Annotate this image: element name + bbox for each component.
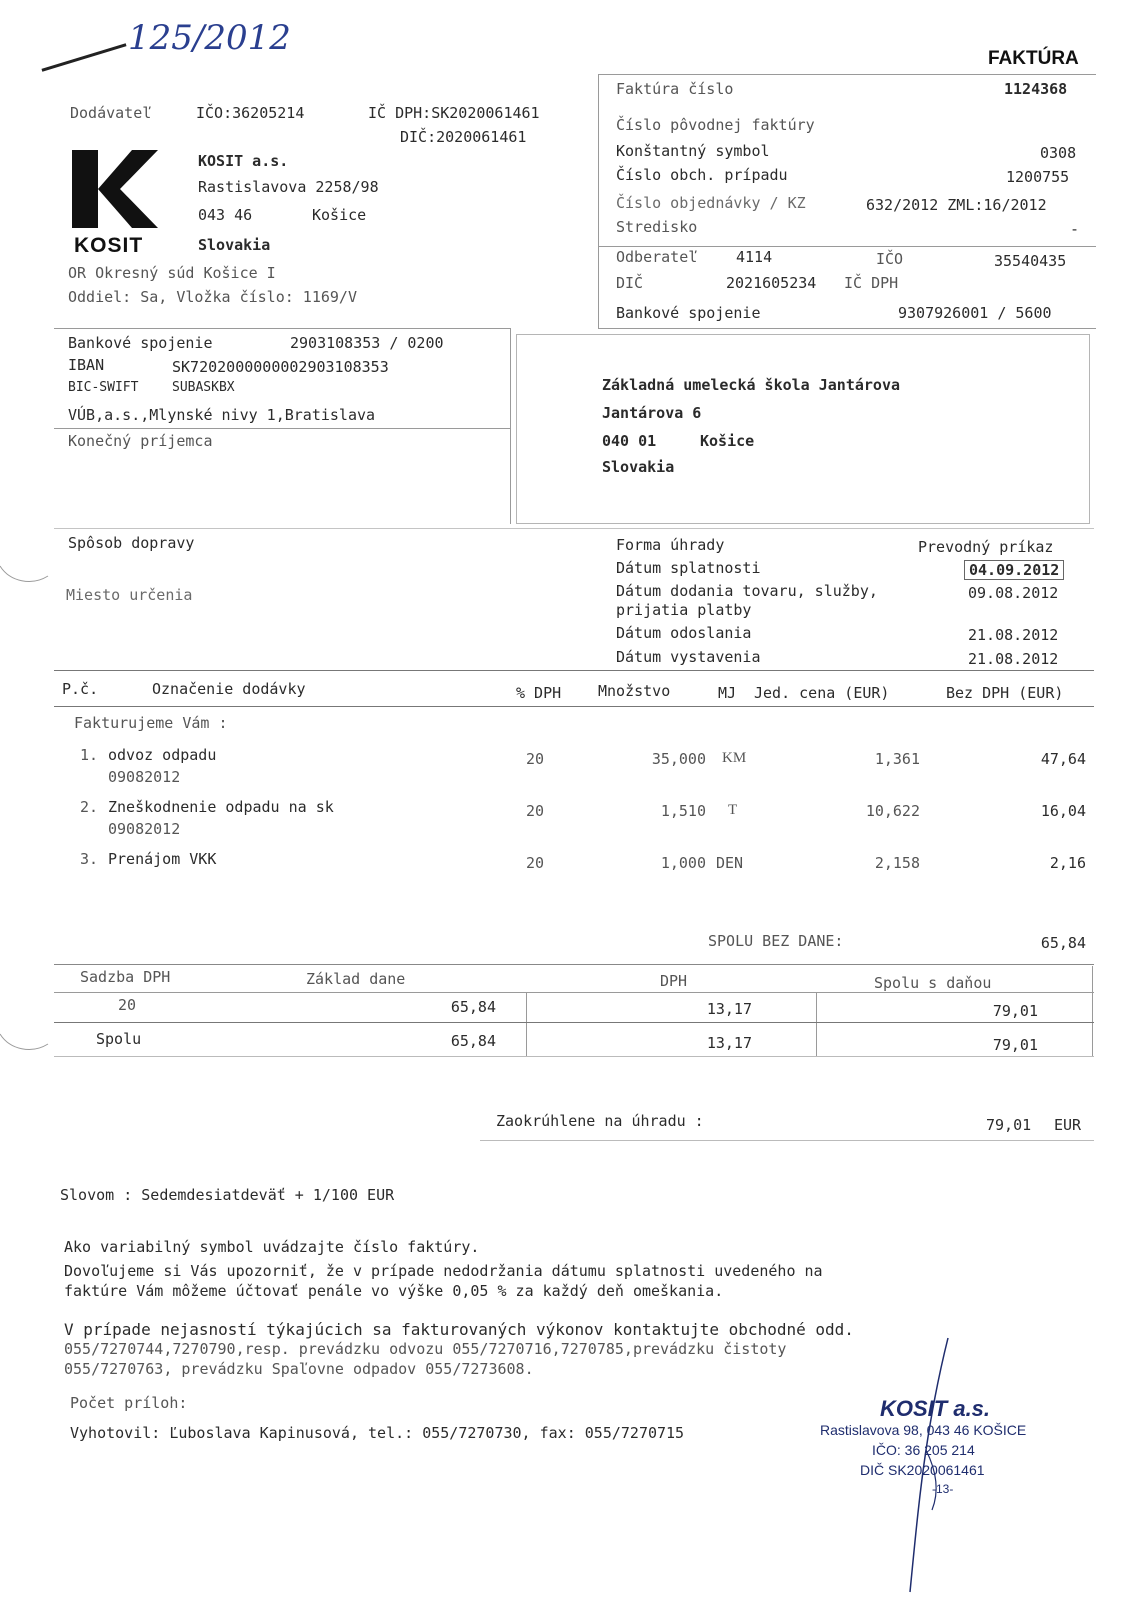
customer-country: Slovakia <box>602 458 675 476</box>
bank-account: 2903108353 / 0200 <box>290 334 444 352</box>
final-recipient-label: Konečný príjemca <box>68 432 213 450</box>
col-price: Jed. cena (EUR) <box>754 684 890 702</box>
order-label: Číslo objednávky / KZ <box>616 194 806 212</box>
customer-dic: 2021605234 <box>726 274 817 292</box>
amount-in-words: Slovom : Sedemdesiatdeväť + 1/100 EUR <box>60 1186 395 1204</box>
rounded-label: Zaokrúhlene na úhradu : <box>496 1112 704 1130</box>
contact-line-2: 055/7270744,7270790,resp. prevádzku odvozu 055/7270716,7270785,prevádzku čistoty <box>64 1340 787 1358</box>
constant-symbol-label: Konštantný symbol <box>616 142 770 160</box>
customer-bank-label: Bankové spojenie <box>616 304 761 322</box>
payment-form: Prevodný príkaz <box>918 538 1054 556</box>
supplier-court: OR Okresný súd Košice I <box>68 264 276 282</box>
item-3-qty: 1,000 <box>660 854 706 872</box>
customer-city: Košice <box>700 432 755 450</box>
vat-sum-total: 79,01 <box>992 1036 1038 1054</box>
sent-date: 21.08.2012 <box>968 626 1059 644</box>
supplier-dic: DIČ:2020061461 <box>400 128 527 146</box>
vat-row-rate: 20 <box>118 996 137 1014</box>
item-2-ref: 09082012 <box>108 820 181 838</box>
vat-row-total: 79,01 <box>992 1002 1038 1020</box>
customer-label: Odberateľ <box>616 248 698 266</box>
item-1-ref: 09082012 <box>108 768 181 786</box>
pen-stroke <box>41 43 126 72</box>
total-net: 65,84 <box>1040 934 1086 952</box>
delivery-date-label-2: prijatia platby <box>616 601 752 619</box>
item-2-desc: Zneškodnenie odpadu na sk <box>108 798 334 816</box>
constant-symbol: 0308 <box>1040 144 1077 162</box>
item-2-unit: T <box>728 802 738 818</box>
sent-date-label: Dátum odoslania <box>616 624 752 642</box>
customer-address-box <box>516 334 1090 524</box>
supplier-city: Košice <box>312 206 367 224</box>
supplier-label: Dodávateľ <box>70 104 152 122</box>
vat-col-total: Spolu s daňou <box>874 974 992 992</box>
customer-name: Základná umelecká škola Jantárova <box>602 376 901 394</box>
item-3-net: 2,16 <box>1049 854 1086 872</box>
stamp-address: Rastislavova 98, 043 46 KOŠICE <box>820 1422 1027 1438</box>
item-3-vat: 20 <box>526 854 545 872</box>
item-2-price: 10,622 <box>865 802 920 820</box>
contact-line-3: 055/7270763, prevádzku Spaľovne odpadov 055/7273608. <box>64 1360 534 1378</box>
item-1-price: 1,361 <box>874 750 920 768</box>
original-invoice-label: Číslo pôvodnej faktúry <box>616 116 815 134</box>
stamp-number: -13- <box>932 1482 954 1496</box>
doc-title: FAKTÚRA <box>988 48 1079 69</box>
note-line-2: Dovoľujeme si Vás upozorniť, že v prípade nedodržania dátumu splatnosti uvedeného na <box>64 1262 823 1280</box>
customer-icdph-label: IČ DPH <box>844 274 899 292</box>
supplier-zip: 043 46 <box>198 206 253 224</box>
due-date: 04.09.2012 <box>964 560 1064 580</box>
case-label: Číslo obch. prípadu <box>616 166 788 184</box>
customer-ico-label: IČO <box>876 250 904 268</box>
item-3-no: 3. <box>80 850 99 868</box>
stamp-dic: DIČ SK2020061461 <box>860 1462 985 1478</box>
vat-row-base: 65,84 <box>450 998 496 1016</box>
item-2-qty: 1,510 <box>660 802 706 820</box>
item-1-unit: KM <box>722 750 747 766</box>
item-1-no: 1. <box>80 746 99 764</box>
destination-label: Miesto určenia <box>66 586 193 604</box>
vat-sum-base: 65,84 <box>450 1032 496 1050</box>
payment-form-label: Forma úhrady <box>616 536 725 554</box>
vat-sum-label: Spolu <box>96 1030 142 1048</box>
item-2-no: 2. <box>80 798 99 816</box>
stamp-ico: IČO: 36 205 214 <box>872 1442 975 1458</box>
order-number: 632/2012 ZML:16/2012 <box>866 196 1047 214</box>
bic-label: BIC-SWIFT <box>68 380 139 395</box>
supplier-ico: IČO:36205214 <box>196 104 305 122</box>
center-label: Stredisko <box>616 218 698 236</box>
invoice-number: 1124368 <box>1004 80 1068 98</box>
customer-street: Jantárova 6 <box>602 404 702 422</box>
customer-zip: 040 01 <box>602 432 657 450</box>
stamp-name: KOSIT a.s. <box>880 1396 991 1421</box>
handwritten-invoice-note: 125/2012 <box>128 18 291 58</box>
item-3-unit: DEN <box>716 854 744 872</box>
item-2-net: 16,04 <box>1040 802 1086 820</box>
bic-value: SUBASKBX <box>172 380 235 395</box>
note-line-1: Ako variabilný symbol uvádzajte číslo faktúry. <box>64 1238 480 1256</box>
vat-col-rate: Sadzba DPH <box>80 968 171 986</box>
supplier-section: Oddiel: Sa, Vložka číslo: 1169/V <box>68 288 357 306</box>
customer-id: 4114 <box>736 248 773 266</box>
invoice-number-label: Faktúra číslo <box>616 80 734 98</box>
issued-by: Vyhotovil: Ľuboslava Kapinusová, tel.: 055/7270730, fax: 055/7270715 <box>70 1424 685 1442</box>
customer-bank: 9307926001 / 5600 <box>898 304 1052 322</box>
col-vat: % DPH <box>516 684 562 702</box>
punch-hole-mark <box>0 1028 50 1058</box>
customer-dic-label: DIČ <box>616 274 644 292</box>
rounded-value: 79,01 <box>986 1116 1032 1134</box>
vat-row-vat: 13,17 <box>706 1000 752 1018</box>
due-date-label: Dátum splatnosti <box>616 559 761 577</box>
iban-label: IBAN <box>68 356 105 374</box>
issued-date-label: Dátum vystavenia <box>616 648 761 666</box>
customer-ico: 35540435 <box>994 252 1067 270</box>
col-qty: Množstvo <box>598 682 671 700</box>
item-3-price: 2,158 <box>874 854 920 872</box>
total-net-label: SPOLU BEZ DANE: <box>708 932 844 950</box>
issued-date: 21.08.2012 <box>968 650 1059 668</box>
attachments-label: Počet príloh: <box>70 1394 188 1412</box>
supplier-country: Slovakia <box>198 236 271 254</box>
supplier-street: Rastislavova 2258/98 <box>198 178 379 196</box>
item-1-vat: 20 <box>526 750 545 768</box>
punch-hole-mark <box>0 560 50 590</box>
supplier-ic-dph: IČ DPH:SK2020061461 <box>368 104 540 122</box>
delivery-date: 09.08.2012 <box>968 584 1059 602</box>
rounded-currency: EUR <box>1054 1116 1082 1134</box>
vat-sum-vat: 13,17 <box>706 1034 752 1052</box>
item-1-net: 47,64 <box>1040 750 1086 768</box>
supplier-name: KOSIT a.s. <box>198 152 289 170</box>
col-pc: P.č. <box>62 680 99 698</box>
shipping-method-label: Spôsob dopravy <box>68 534 195 552</box>
case-number: 1200755 <box>1006 168 1070 186</box>
signature-stroke <box>880 1330 990 1600</box>
item-1-qty: 35,000 <box>651 750 706 768</box>
kosit-logo-text: KOSIT <box>74 234 144 257</box>
center-value: - <box>1070 220 1080 238</box>
col-desc: Označenie dodávky <box>152 680 306 698</box>
note-line-3: faktúre Vám môžeme účtovať penále vo výške 0,05 % za každý deň omeškania. <box>64 1282 724 1300</box>
vat-col-vat: DPH <box>660 972 688 990</box>
items-intro: Fakturujeme Vám : <box>74 714 228 732</box>
col-unit: MJ <box>718 684 737 702</box>
contact-line-1: V prípade nejasností týkajúcich sa fakturovaných výkonov kontaktujte obchodné odd. <box>64 1320 854 1339</box>
delivery-date-label-1: Dátum dodania tovaru, služby, <box>616 582 878 600</box>
col-net: Bez DPH (EUR) <box>946 684 1064 702</box>
item-3-desc: Prenájom VKK <box>108 850 217 868</box>
kosit-logo-mark <box>72 150 158 228</box>
bank-name: VÚB,a.s.,Mlynské nivy 1,Bratislava <box>68 406 376 424</box>
bank-label: Bankové spojenie <box>68 334 213 352</box>
iban-value: SK7202000000002903108353 <box>172 358 389 376</box>
vat-col-base: Základ dane <box>306 970 406 988</box>
item-2-vat: 20 <box>526 802 545 820</box>
item-1-desc: odvoz odpadu <box>108 746 217 764</box>
